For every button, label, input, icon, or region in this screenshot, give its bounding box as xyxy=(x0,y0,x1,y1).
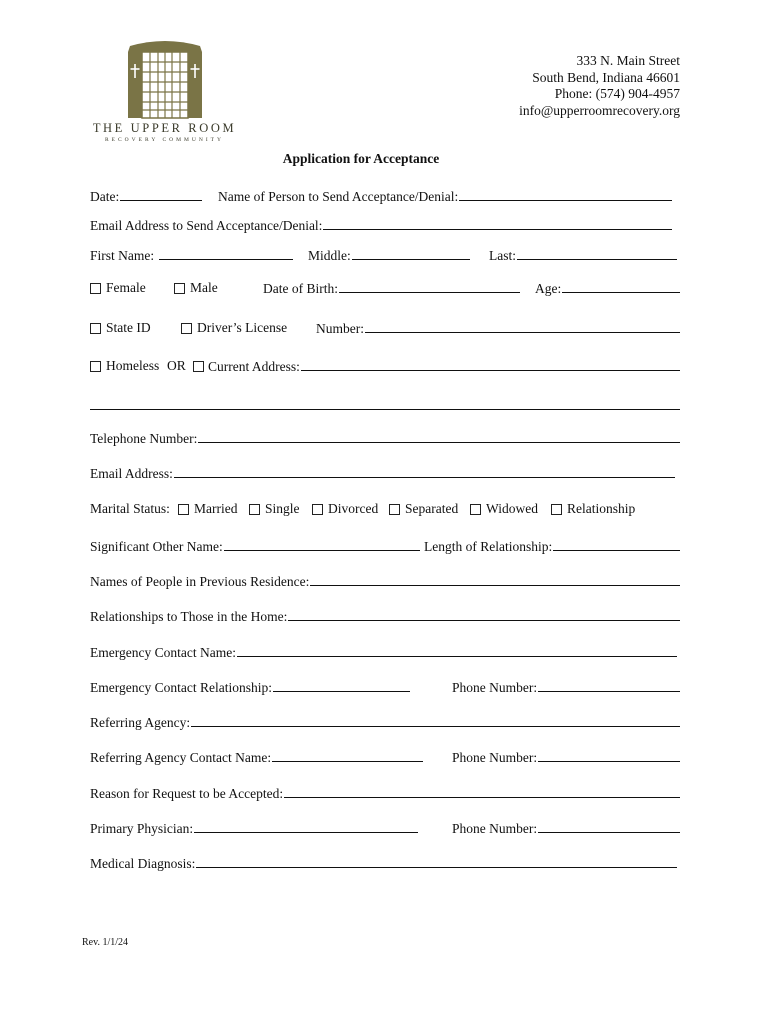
row-gender xyxy=(90,279,680,297)
send-email-field[interactable] xyxy=(90,216,672,234)
relationships-home-label: Relationships to Those in the Home: xyxy=(90,609,288,624)
number-label: Number: xyxy=(316,321,364,336)
checkbox-icon xyxy=(174,283,185,294)
logo-subtitle: RECOVERY COMMUNITY xyxy=(104,137,225,143)
address-street: 333 N. Main Street xyxy=(576,53,680,68)
email-field[interactable] xyxy=(90,464,675,482)
dob-label: Date of Birth: xyxy=(263,281,338,296)
or-label: OR xyxy=(167,358,186,373)
single-checkbox[interactable] xyxy=(249,500,300,518)
single-label: Single xyxy=(265,501,300,516)
checkbox-icon xyxy=(181,323,192,334)
address-block xyxy=(519,53,680,119)
email-label: Email Address: xyxy=(90,466,173,481)
or-text xyxy=(167,357,186,375)
names-previous-field[interactable] xyxy=(90,572,680,590)
row-address xyxy=(90,357,680,375)
middle-name-field[interactable] xyxy=(308,246,470,264)
row-emergency-name xyxy=(90,643,680,661)
row-significant-other xyxy=(90,537,680,555)
reason-label: Reason for Request to be Accepted: xyxy=(90,786,284,801)
significant-other-field[interactable] xyxy=(90,537,420,555)
checkbox-icon xyxy=(249,504,260,515)
physician-phone-field[interactable] xyxy=(452,819,680,837)
reason-field[interactable] xyxy=(90,784,680,802)
diagnosis-label: Medical Diagnosis: xyxy=(90,856,196,871)
current-address-checkbox[interactable] xyxy=(193,357,209,375)
separated-checkbox[interactable] xyxy=(389,500,458,518)
row-date xyxy=(90,187,680,205)
checkbox-icon xyxy=(551,504,562,515)
row-referring-contact xyxy=(90,748,680,766)
page-title: Application for Acceptance xyxy=(282,151,440,166)
phone-number-label: Phone Number: xyxy=(452,821,538,836)
send-name-label: Name of Person to Send Acceptance/Denial: xyxy=(218,189,459,204)
row-send-email xyxy=(90,216,680,234)
row-physician xyxy=(90,819,680,837)
checkbox-icon xyxy=(470,504,481,515)
current-address-field[interactable] xyxy=(208,357,680,375)
last-label: Last: xyxy=(489,248,516,263)
referring-phone-field[interactable] xyxy=(452,748,680,766)
send-name-field[interactable] xyxy=(218,187,672,205)
checkbox-icon xyxy=(90,361,101,372)
dob-field[interactable] xyxy=(263,279,520,297)
row-names-previous xyxy=(90,572,680,590)
send-email-label: Email Address to Send Acceptance/Denial: xyxy=(90,218,323,233)
address-continuation-line[interactable] xyxy=(90,409,680,410)
widowed-checkbox[interactable] xyxy=(470,500,538,518)
homeless-checkbox[interactable] xyxy=(90,357,159,375)
drivers-license-checkbox[interactable] xyxy=(181,319,287,337)
emergency-name-label: Emergency Contact Name: xyxy=(90,645,236,660)
length-relationship-field[interactable] xyxy=(424,537,680,555)
emergency-phone-field[interactable] xyxy=(452,678,680,696)
id-number-field[interactable] xyxy=(316,319,680,337)
divorced-checkbox[interactable] xyxy=(312,500,378,518)
widowed-label: Widowed xyxy=(486,501,538,516)
row-diagnosis xyxy=(90,854,680,872)
last-name-field[interactable] xyxy=(489,246,677,264)
checkbox-icon xyxy=(178,504,189,515)
state-id-checkbox[interactable] xyxy=(90,319,151,337)
row-emergency-relationship xyxy=(90,678,680,696)
telephone-label: Telephone Number: xyxy=(90,431,198,446)
age-label: Age: xyxy=(535,281,562,296)
address-email: info@upperroomrecovery.org xyxy=(519,102,680,118)
referring-agency-label: Referring Agency: xyxy=(90,715,191,730)
row-email xyxy=(90,464,680,482)
row-relationships-home xyxy=(90,607,680,625)
phone-number-label: Phone Number: xyxy=(452,680,538,695)
age-field[interactable] xyxy=(535,279,680,297)
row-referring-agency xyxy=(90,713,680,731)
checkbox-icon xyxy=(193,361,204,372)
row-id xyxy=(90,319,680,337)
drivers-license-label: Driver’s License xyxy=(197,320,288,335)
emergency-relationship-label: Emergency Contact Relationship: xyxy=(90,680,272,695)
checkbox-icon xyxy=(90,283,101,294)
current-address-label: Current Address: xyxy=(208,359,300,374)
relationship-checkbox[interactable] xyxy=(551,500,635,518)
revision-note: Rev. 1/1/24 xyxy=(82,937,129,948)
marital-status-label: Marital Status: xyxy=(90,501,170,516)
middle-label: Middle: xyxy=(308,248,351,263)
address-city: South Bend, Indiana 46601 xyxy=(532,69,680,85)
male-checkbox[interactable] xyxy=(174,279,218,297)
state-id-label: State ID xyxy=(106,320,151,335)
first-name-field[interactable] xyxy=(90,246,293,264)
relationship-label: Relationship xyxy=(567,501,636,516)
physician-label: Primary Physician: xyxy=(90,821,194,836)
row-marital xyxy=(90,500,680,518)
date-label: Date: xyxy=(90,189,120,204)
male-label: Male xyxy=(190,280,218,295)
referring-contact-label: Referring Agency Contact Name: xyxy=(90,750,272,765)
diagnosis-field[interactable] xyxy=(90,854,677,872)
first-name-label: First Name: xyxy=(90,248,155,263)
married-checkbox[interactable] xyxy=(178,500,237,518)
significant-other-label: Significant Other Name: xyxy=(90,539,223,554)
emergency-name-field[interactable] xyxy=(90,643,677,661)
row-reason xyxy=(90,784,680,802)
female-label: Female xyxy=(106,280,146,295)
phone-number-label: Phone Number: xyxy=(452,750,538,765)
emergency-relationship-field[interactable] xyxy=(90,678,410,696)
telephone-field[interactable] xyxy=(90,429,680,447)
female-checkbox[interactable] xyxy=(90,279,146,297)
referring-agency-field[interactable] xyxy=(90,713,680,731)
homeless-label: Homeless xyxy=(106,358,160,373)
separated-label: Separated xyxy=(405,501,459,516)
checkbox-icon xyxy=(389,504,400,515)
checkbox-icon xyxy=(90,323,101,334)
married-label: Married xyxy=(194,501,238,516)
date-field[interactable] xyxy=(90,187,202,205)
logo-name: THE UPPER ROOM xyxy=(92,121,237,135)
referring-contact-field[interactable] xyxy=(90,748,423,766)
address-phone: Phone: (574) 904-4957 xyxy=(554,86,680,101)
row-telephone xyxy=(90,429,680,447)
relationships-home-field[interactable] xyxy=(90,607,680,625)
length-relationship-label: Length of Relationship: xyxy=(424,539,553,554)
names-previous-label: Names of People in Previous Residence: xyxy=(90,574,310,589)
row-names xyxy=(90,246,680,264)
divorced-label: Divorced xyxy=(328,501,379,516)
physician-field[interactable] xyxy=(90,819,418,837)
checkbox-icon xyxy=(312,504,323,515)
